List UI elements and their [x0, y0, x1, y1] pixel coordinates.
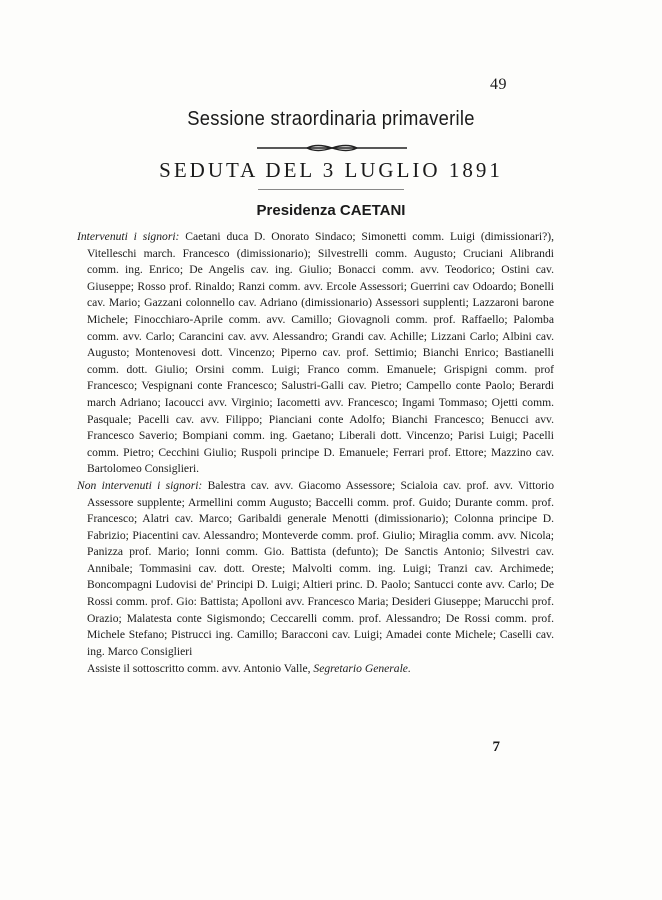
absent-list: Balestra cav. avv. Giacomo Assessore; Scialoia cav. prof. avv. Vittorio Assessore supplente; Armellini comm Augusto; Baccelli comm. prof. Guido; Durante comm. prof. Francesco; Alatri cav. Marco; Garibaldi generale Menotti (dimissionario); Colonna principe D. Fabrizio; Piacentini cav. Alessandro; Monteverde comm. prof. Giulio; Miraglia comm. avv. Nicola; Panizza prof. Mario; Ionni comm. Gio. Battista (defunto); De Sanctis Antonio; Silvestri cav. Annibale; Tommasini cav. dott. Oreste; Malvolti comm. ing. Luigi; Tranzi cav. Archimede; Boncompagni Ludovisi de' Principi D. Luigi; Altieri princ. D. Paolo; Santucci conte avv. Carlo; De Rossi comm. prof. Gio: Battista; Apolloni avv. Francesco Maria; Desideri Giuseppe; Marucchi prof. Orazio; Malatesta conte Sigismondo; Ceccarelli comm. prof. Alessandro; De Rossi comm. prof. Michele Stefano; Pistrucci ing. Camillo; Baracconi cav. Luigi; Amadei conte Michele; Caselli cav. ing. Marco Consiglieri — [87, 478, 555, 658]
divider — [258, 189, 404, 190]
present-paragraph — [77, 229, 554, 478]
present-list: Caetani duca D. Onorato Sindaco; Simonetti comm. Luigi (dimissionari?), Vitelleschi march. Francesco (dimissionario); Silvestrelli comm. Augusto; Cruciani Alibrandi comm. ing. Enrico; De Angelis cav. ing. Giulio; Bonacci comm. avv. Teodorico; Ostini cav. Giuseppe; Rosso prof. Rinaldo; Ranzi comm. avv. Ercole Assessori; Guerrini cav Odoardo; Bonelli cav. Mario; Gazzani colonnello cav. Adriano (dimissionario) Assessori supplenti; Lazzaroni barone Michele; Finocchiaro-Aprile comm. avv. Camillo; Giovagnoli comm. prof. Raffaello; Palomba comm. avv. Carlo; Carancini cav. avv. Alessandro; Grandi cav. Achille; Lizzani Carlo; Albini cav. Augusto; Montenovesi dott. Vincenzo; Piperno cav. prof. Settimio; Bianchi Enrico; Bastianelli comm. dott. Giulio; Orsini comm. Luigi; Franco comm. Emanuele; Grispigni comm. prof Francesco; Vespignani conte Francesco; Salustri-Galli cav. Pietro; Campello conte Paolo; Berardi march Adriano; Iacoucci avv. Virginio; Iacometti avv. Francesco; Ingami Tommaso; Ojetti comm. Pasquale; Pacelli cav. avv. Filippo; Pianciani conte Adolfo; Bianchi Francesco; Benucci avv. Francesco Saverio; Bompiani comm. ing. Gaetano; Liberali dott. Vincenzo; Parisi Luigi; Pacelli comm. Pietro; Cecchini Giulio; Ruspoli principe D. Emanuele; Ferrari prof. Ettore; Mazzino cav. Bartolomeo Consiglieri. — [87, 230, 554, 476]
absent-label: Non intervenuti i signori: — [77, 478, 203, 492]
page-number: 49 — [490, 76, 507, 93]
folio-signature: 7 — [492, 739, 500, 755]
assiste-paragraph — [77, 661, 554, 678]
assiste-role: Segretario Generale. — [313, 662, 411, 676]
attendance-body — [77, 229, 554, 678]
present-label: Intervenuti i signori: — [77, 230, 180, 243]
presidency-heading: Presidenza CAETANI — [256, 202, 406, 219]
assiste-text: Assiste il sottoscritto comm. avv. Antonio Valle, — [87, 662, 311, 676]
absent-paragraph — [77, 478, 554, 661]
section-title: Sessione straordinaria primaverile — [187, 108, 475, 130]
ornament-rule — [257, 143, 407, 153]
session-title: SEDUTA DEL 3 LUGLIO 1891 — [159, 158, 503, 182]
